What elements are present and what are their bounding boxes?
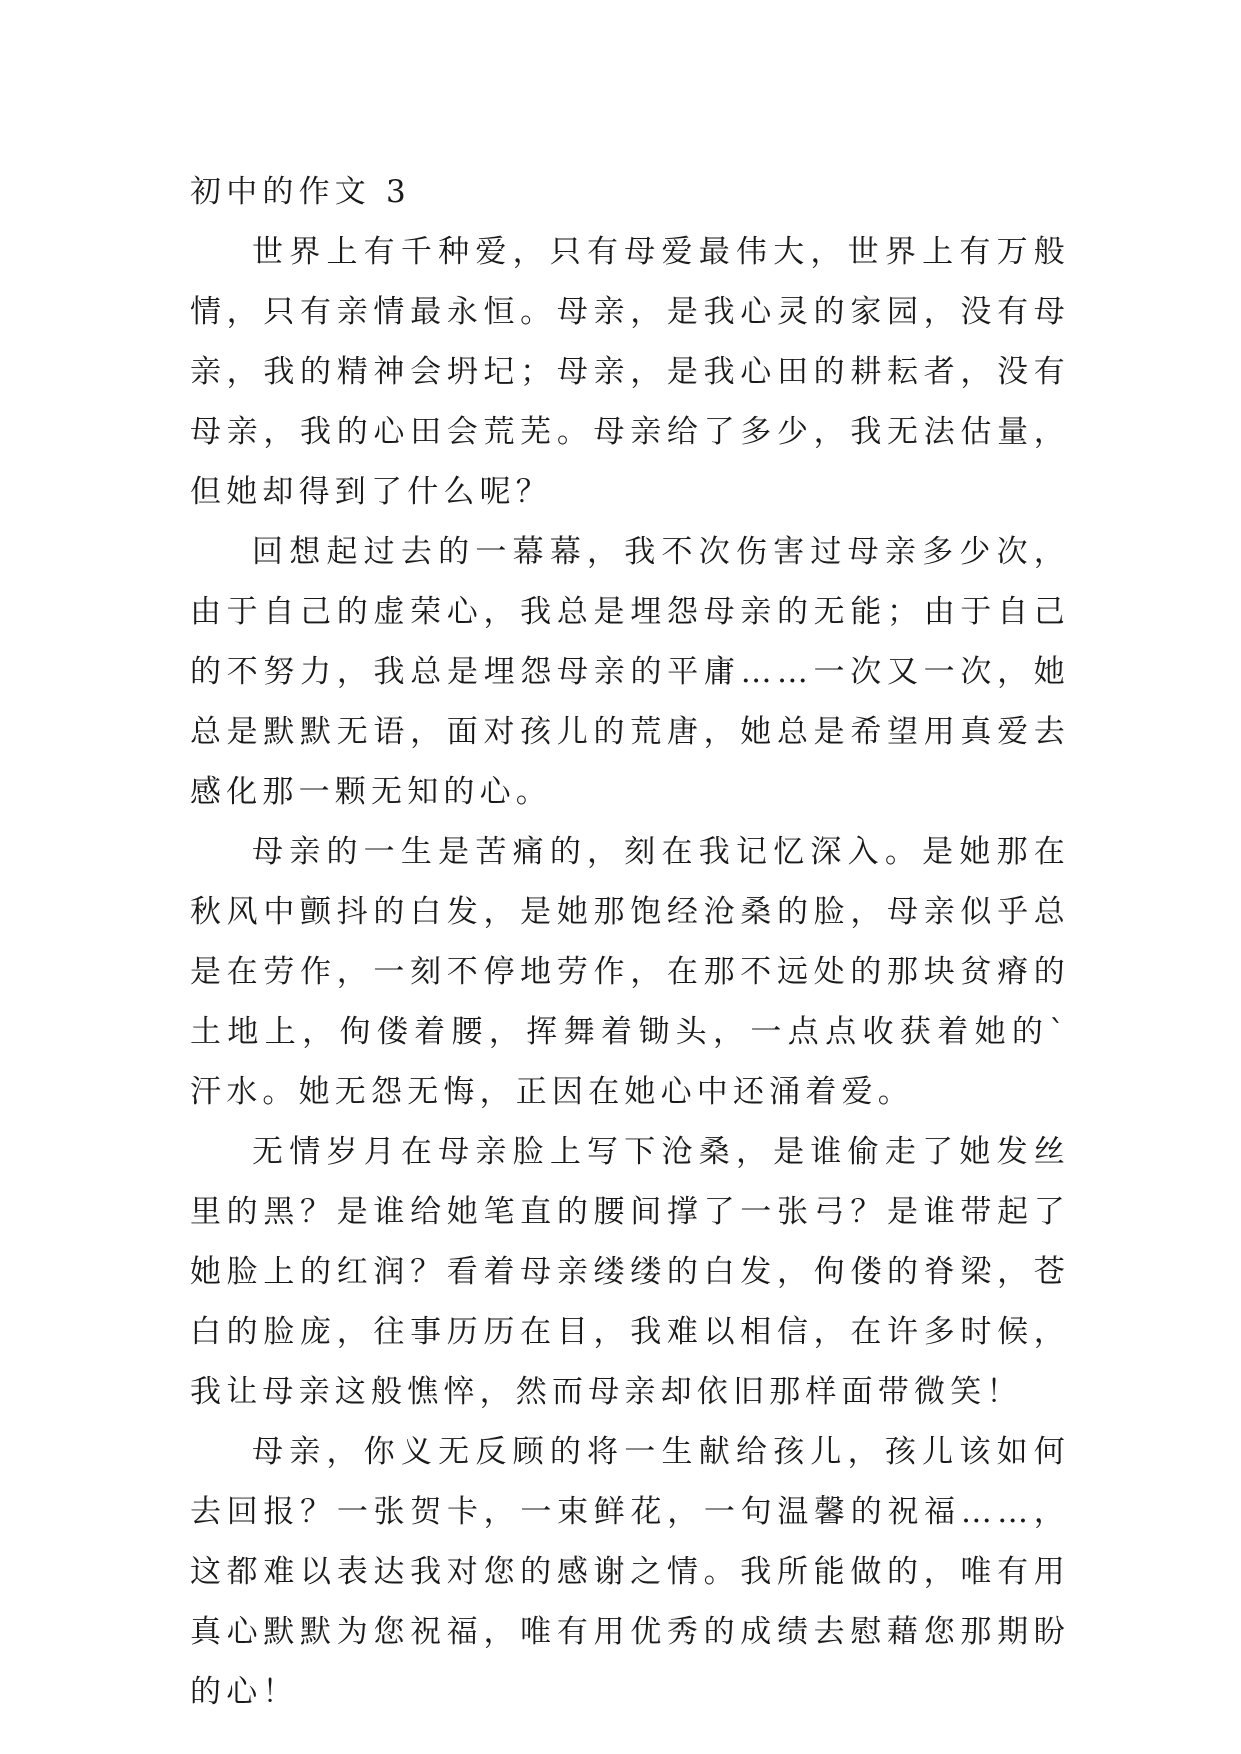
- document-body: [190, 162, 1070, 1722]
- document-title: 初中的作文 3: [190, 174, 411, 210]
- paragraph-1: 世界上有千种爱，只有母爱最伟大，世界上有万般情，只有亲情最永恒。母亲，是我心灵的家园，没有母亲，我的精神会坍圮；母亲，是我心田的耕耘者，没有母亲，我的心田会荒芜。母亲给了多少，我无法估量，但她却得到了什么呢？: [190, 234, 1070, 510]
- paragraph-4: 无情岁月在母亲脸上写下沧桑，是谁偷走了她发丝里的黑？是谁给她笔直的腰间撑了一张弓？是谁带起了她脸上的红润？看着母亲缕缕的白发，佝偻的脊梁，苍白的脸庞，往事历历在目，我难以相信，在许多时候，我让母亲这般憔悴，然而母亲却依旧那样面带微笑！: [190, 1134, 1070, 1410]
- paragraph-2: 回想起过去的一幕幕，我不次伤害过母亲多少次，由于自己的虚荣心，我总是埋怨母亲的无能；由于自己的不努力，我总是埋怨母亲的平庸……一次又一次，她总是默默无语，面对孩儿的荒唐，她总是希望用真爱去感化那一颗无知的心。: [190, 534, 1070, 810]
- paragraph-3: 母亲的一生是苦痛的，刻在我记忆深入。是她那在秋风中颤抖的白发，是她那饱经沧桑的脸，母亲似乎总是在劳作，一刻不停地劳作，在那不远处的那块贫瘠的土地上，佝偻着腰，挥舞着锄头，一点点收获着她的`汗水。她无怨无悔，正因在她心中还涌着爱。: [190, 834, 1070, 1110]
- paragraph-5: 母亲，你义无反顾的将一生献给孩儿，孩儿该如何去回报？一张贺卡，一束鲜花，一句温馨的祝福……，这都难以表达我对您的感谢之情。我所能做的，唯有用真心默默为您祝福，唯有用优秀的成绩去慰藉您那期盼的心！: [190, 1434, 1070, 1710]
